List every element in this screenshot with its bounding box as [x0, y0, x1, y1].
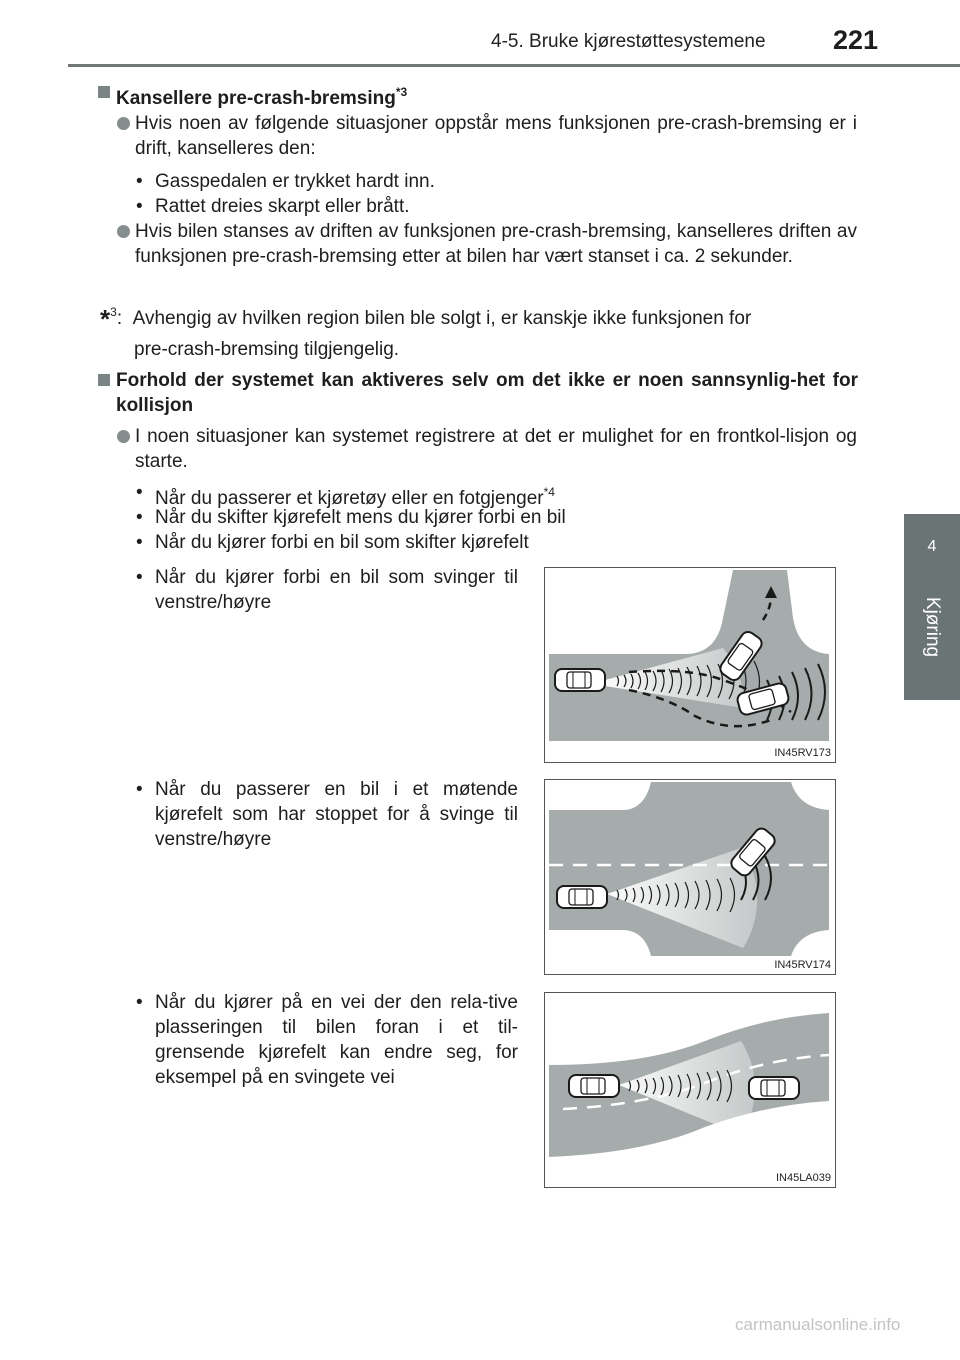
conditions-bullet-3: • Når du kjører forbi en bil som skifter kjørefelt [136, 532, 529, 553]
page-number: 221 [833, 25, 879, 55]
road-surface [549, 570, 829, 741]
chapter-tab [904, 514, 960, 700]
conditions-bullet-2: • Når du skifter kjørefelt mens du kjører forbi en bil [136, 507, 566, 528]
running-header: 4-5. Bruke kjørestøttesystemene [491, 31, 766, 52]
figure-bullet-1: • Når du kjører forbi en bil som svinger til venstre/høyre [136, 567, 518, 613]
figure-bullet-2: • Når du passerer en bil i et møtende kjørefelt som har stoppet for å svinge til venstre/høyre [136, 779, 518, 850]
watermark: carmanualsonline.info [735, 1315, 901, 1334]
conditions-item-1: I noen situasjoner kan systemet registrere at det er mulighet for en frontkol-lisjon og starte. [135, 424, 857, 474]
cancel-bullet-2: • Rattet dreies skarpt eller brått. [136, 196, 410, 217]
circle-bullet-icon [117, 430, 130, 443]
circle-bullet-icon [117, 117, 130, 130]
circle-bullet-icon [117, 225, 130, 238]
header-rule [68, 64, 960, 67]
chapter-label: Kjøring [922, 596, 943, 658]
vehicle-ahead-icon [749, 1077, 799, 1099]
conditions-bullet-1: • Når du passerer et kjøretøy eller en fotgjenger$^{*4}$ [136, 482, 555, 509]
figure-code: IN45RV173 [774, 747, 831, 759]
square-bullet-icon [98, 86, 110, 98]
bullet-footnote-ref: 4 [548, 485, 555, 499]
heading-footnote-ref: 3 [400, 85, 408, 99]
figure-code: IN45LA039 [775, 1172, 831, 1184]
section-heading-cancel: Kansellere pre-crash-bremsing$^{*3}$ [116, 80, 407, 111]
cancel-bullet-1: • Gasspedalen er trykket hardt inn. [136, 171, 435, 192]
square-bullet-icon [98, 374, 110, 386]
figure-winding-road [544, 992, 836, 1188]
footnote-number: 3 [110, 305, 117, 319]
cancel-item-2: Hvis bilen stanses av driften av funksjonen pre-crash-bremsing, kanselleres driften av funksjonen pre-crash-bremsing etter at bilen har vært stanset i ca. 2 sekunder. [135, 219, 857, 269]
own-vehicle-icon [569, 1075, 619, 1097]
figure-bullet-3: • Når du kjører på en vei der den rela-tive plasseringen til bilen foran i et til-grensende kjørefelt kan endre seg, for eksempel på en svingete vei [136, 992, 518, 1088]
footnote: *$^3$: Avhengig av hvilken region bilen ble solgt i, er kanskje ikke funksjonen for pre-crash-bremsing tilgjengelig. [100, 304, 752, 360]
cancel-item-1: Hvis noen av følgende situasjoner oppstår mens funksjonen pre-crash-bremsing er i drift, kanselleres den: [135, 111, 857, 161]
chapter-number: 4 [927, 538, 937, 555]
own-vehicle-icon [557, 886, 607, 908]
own-vehicle-icon [555, 669, 605, 691]
figure-code: IN45RV174 [774, 959, 831, 971]
figure-turning-car [544, 567, 836, 763]
figure-oncoming-car [544, 779, 836, 975]
section-heading-conditions: Forhold der systemet kan aktiveres selv om det ikke er noen sannsynlig-het for kollisjon [116, 368, 858, 418]
